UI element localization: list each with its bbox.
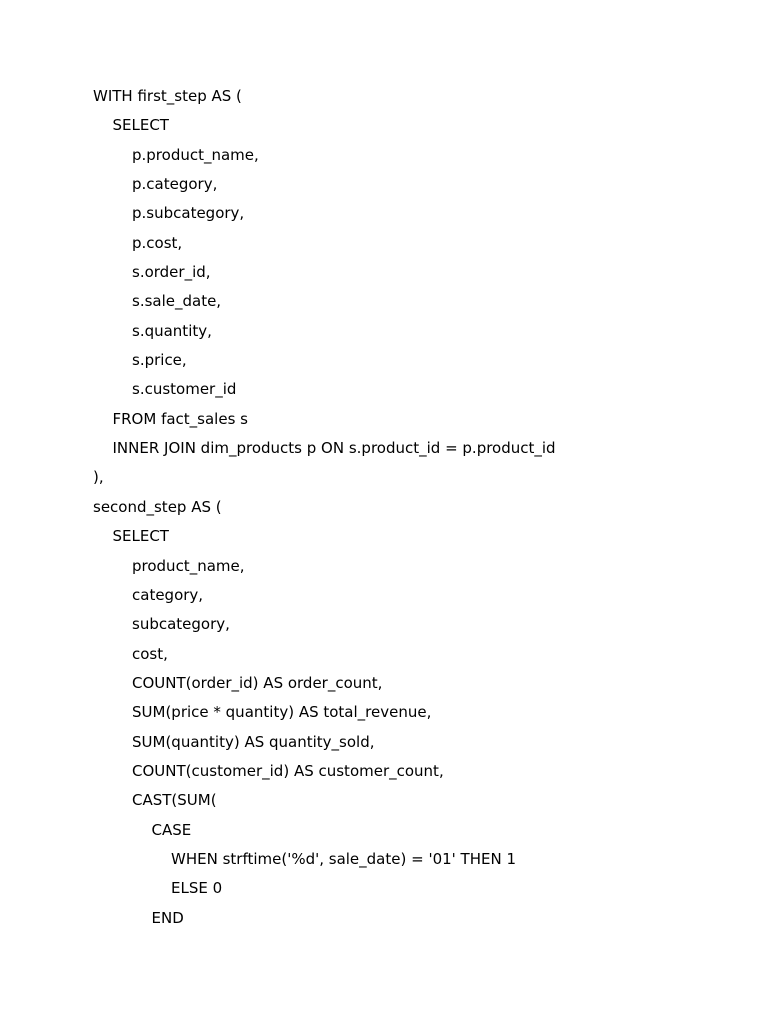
code-line: SELECT <box>112 527 169 546</box>
code-line: CAST(SUM( <box>132 791 217 810</box>
code-line: category, <box>132 585 204 604</box>
code-line: COUNT(order_id) AS order_count, <box>132 673 383 692</box>
code-line: END <box>151 908 184 927</box>
code-line: s.order_id, <box>132 263 211 282</box>
code-line: SELECT <box>112 116 169 135</box>
code-line: WITH first_step AS ( <box>93 87 242 105</box>
code-line: ), <box>93 468 104 487</box>
code-line: FROM fact_sales s <box>112 409 248 428</box>
code-line: subcategory, <box>132 615 230 634</box>
code-line: p.cost, <box>132 233 183 252</box>
code-line: p.product_name, <box>132 145 259 164</box>
code-line: cost, <box>132 644 168 663</box>
code-line: s.quantity, <box>132 321 212 340</box>
code-line: second_step AS ( <box>93 497 222 516</box>
code-line: SUM(price * quantity) AS total_revenue, <box>132 703 432 722</box>
code-line: COUNT(customer_id) AS customer_count, <box>132 761 444 780</box>
code-line: ELSE 0 <box>171 879 223 898</box>
code-line: s.customer_id <box>132 380 237 399</box>
code-line: product_name, <box>132 556 245 575</box>
code-line: CASE <box>151 820 192 839</box>
code-line: WHEN strftime('%d', sale_date) = '01' THEN 1 <box>171 849 516 868</box>
code-line: INNER JOIN dim_products p ON s.product_id = p.product_id <box>112 439 556 458</box>
code-line: p.subcategory, <box>132 204 245 223</box>
sql-code-block <box>93 85 556 936</box>
code-line: p.category, <box>132 175 218 194</box>
code-line: s.sale_date, <box>132 292 222 311</box>
code-line: s.price, <box>132 351 187 370</box>
code-line: SUM(quantity) AS quantity_sold, <box>132 732 375 751</box>
